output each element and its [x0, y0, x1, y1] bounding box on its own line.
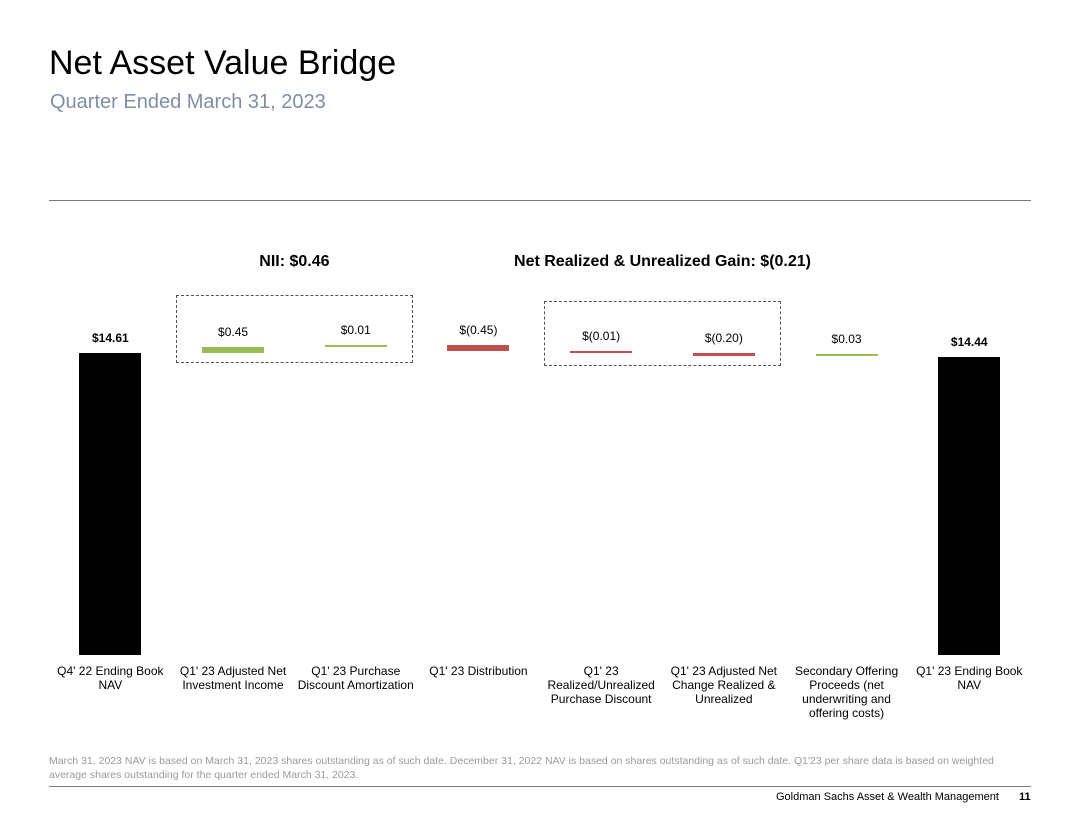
- bar-value-label: $(0.20): [704, 331, 743, 345]
- category-label: Q1' 23 Purchase Discount Amortization: [297, 664, 414, 692]
- group-total-label: Net Realized & Unrealized Gain: $(0.21): [514, 253, 811, 270]
- footer-divider: [49, 786, 1031, 787]
- category-label: Q1' 23 Adjusted Net Investment Income: [179, 664, 287, 692]
- bar-value-label: $0.01: [340, 323, 371, 338]
- category-label: Q1' 23 Realized/Unrealized Purchase Discount: [547, 664, 655, 706]
- total-bar: [79, 353, 141, 655]
- increase-bar: [816, 354, 878, 356]
- bar-value-label: $0.45: [218, 325, 249, 340]
- bar-value-label: $14.44: [950, 334, 988, 349]
- category-label: Q1' 23 Adjusted Net Change Realized & Unrealized: [670, 664, 778, 706]
- bar-value-label: $0.03: [831, 331, 862, 346]
- header-divider: [49, 200, 1031, 201]
- footer-brand: Goldman Sachs Asset & Wealth Management: [776, 791, 999, 803]
- group-dashed-box: [176, 295, 413, 363]
- page-subtitle: Quarter Ended March 31, 2023: [50, 91, 326, 113]
- bar-value-label: $(0.01): [582, 329, 621, 343]
- decrease-bar: [447, 345, 509, 351]
- total-bar: [938, 357, 1000, 655]
- category-label: Secondary Offering Proceeds (net underwriting and offering costs): [794, 664, 899, 720]
- category-label: Q1' 23 Ending Book NAV: [916, 664, 1023, 692]
- page-number: 11: [1019, 791, 1031, 803]
- bar-value-label: $14.61: [91, 331, 129, 345]
- group-dashed-box: [544, 301, 781, 366]
- footnote: March 31, 2023 NAV is based on March 31, 2023 shares outstanding as of such date. December 31, 2022 NAV is based on shares outstanding as of such date. Q1'23 per share data is based on weighted average shares outstanding for the quarter ended March 31, 2023.: [49, 755, 994, 781]
- group-total-label: NII: $0.46: [259, 253, 330, 270]
- category-label: Q1' 23 Distribution: [429, 664, 528, 678]
- category-label: Q4' 22 Ending Book NAV: [57, 664, 164, 692]
- page-title: Net Asset Value Bridge: [49, 44, 397, 82]
- bar-value-label: $(0.45): [459, 323, 498, 338]
